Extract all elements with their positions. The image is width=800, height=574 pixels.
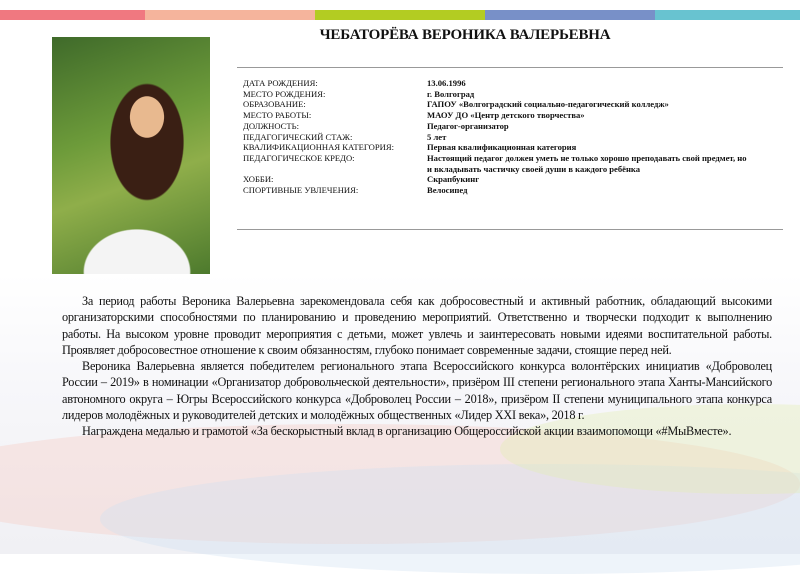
info-row — [243, 99, 747, 110]
info-value: Настоящий педагог должен уметь не только хорошо преподавать свой предмет, но и вкладывать частичку своей души в каждого ребёнка — [427, 152, 747, 174]
info-row — [243, 132, 747, 143]
divider — [237, 67, 783, 68]
info-value: Велосипед — [427, 185, 468, 196]
info-value: 13.06.1996 — [427, 78, 466, 88]
info-row — [243, 89, 747, 100]
info-value: МАОУ ДО «Центр детского творчества» — [427, 110, 585, 121]
info-label: МЕСТО РОЖДЕНИЯ: — [243, 88, 326, 99]
info-row — [243, 121, 747, 132]
info-label: ПЕДАГОГИЧЕСКИЙ СТАЖ: — [243, 131, 353, 142]
info-table — [243, 78, 747, 196]
person-name-title: ЧЕБАТОРЁВА ВЕРОНИКА ВАЛЕРЬЕВНА — [319, 27, 611, 43]
info-value: 5 лет — [427, 131, 447, 142]
info-value: ГАПОУ «Волгоградский социально-педагогический колледж» — [427, 99, 669, 110]
info-row — [243, 78, 747, 89]
color-segment — [485, 10, 655, 20]
info-value: Скрапбукинг — [427, 174, 480, 185]
color-bar — [0, 10, 800, 20]
info-row — [243, 153, 747, 174]
biography-text — [62, 293, 772, 440]
divider — [237, 229, 783, 230]
color-segment — [315, 10, 485, 20]
paragraph: За период работы Вероника Валерьевна зарекомендовала себя как добросовестный и активный работник, обладающий высокими организаторскими способностями по планированию и проведению мероприятий. Ответственно и творчески подходит к выполнению работы. На высоком уровне проводит мероприятия с детьми, может увлечь и заинтересовать новыми идеями воспитательной работы. Проявляет добросовестное отношение к своим обязанностям, глубоко понимает современные задачи, стоящие перед ней. — [62, 294, 772, 357]
color-segment — [0, 10, 145, 20]
info-label: СПОРТИВНЫЕ УВЛЕЧЕНИЯ: — [243, 185, 359, 196]
info-row — [243, 185, 747, 196]
paragraph: Вероника Валерьевна является победителем регионального этапа Всероссийского конкурса волонтёрских инициатив «Доброволец России – 2019» в номинации «Организатор добровольческой деятельности», призёром III степени регионального этапа Ханты-Мансийского автономного округа – Югры Всероссийского конкурса «Доброволец России – 2018», призёром II степени муниципального этапа конкурса лидеров молодёжных и руководителей детских и молодёжных общественных «Лидер XXI века», 2018 г. — [62, 359, 772, 423]
color-segment — [655, 10, 800, 20]
info-row — [243, 142, 747, 153]
paragraph: Награждена медалью и грамотой «За бескорыстный вклад в организацию Общероссийской акции взаимопомощи «#МыВместе». — [82, 424, 732, 439]
info-value: г. Волгоград — [427, 88, 475, 99]
info-label: ПЕДАГОГИЧЕСКОЕ КРЕДО: — [243, 152, 355, 163]
info-label: ОБРАЗОВАНИЕ: — [243, 99, 306, 110]
info-row — [243, 174, 747, 185]
info-label: ХОББИ: — [243, 174, 274, 185]
info-label: КВАЛИФИКАЦИОННАЯ КАТЕГОРИЯ: — [243, 142, 394, 153]
color-segment — [145, 10, 315, 20]
info-label: МЕСТО РАБОТЫ: — [243, 110, 312, 121]
info-row — [243, 110, 747, 121]
info-value: Педагог-организатор — [427, 120, 509, 131]
portrait-photo — [52, 37, 210, 274]
info-value: Первая квалификационная категория — [427, 142, 577, 153]
info-label: ДОЛЖНОСТЬ: — [243, 120, 299, 131]
info-label: ДАТА РОЖДЕНИЯ: — [243, 78, 318, 88]
